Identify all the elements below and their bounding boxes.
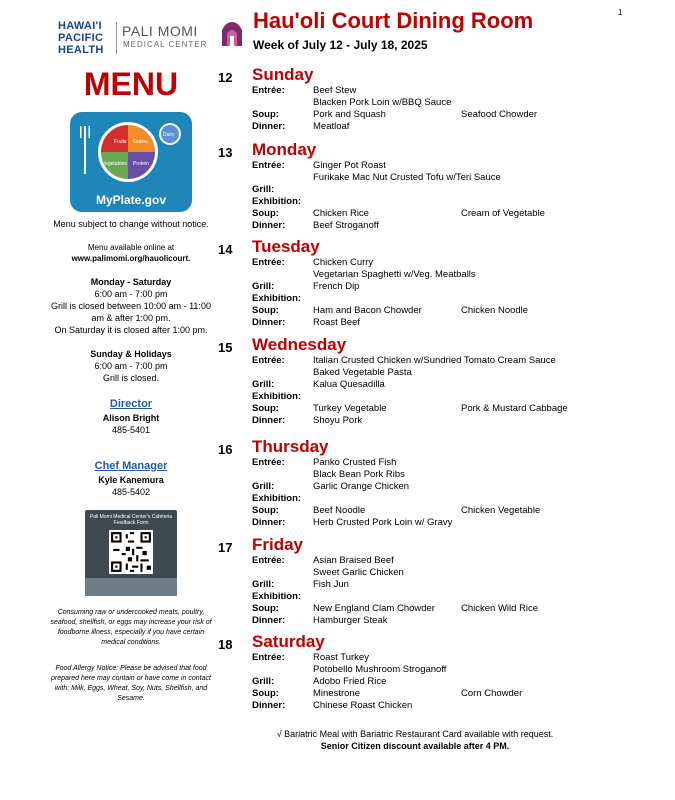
chef-role: Chef Manager <box>94 460 168 472</box>
menu-row-label: Dinner: <box>252 415 286 426</box>
menu-item: Roast Turkey <box>313 652 369 663</box>
menu-item: Roast Beef <box>313 317 360 328</box>
menu-row-label: Exhibition: <box>252 591 302 602</box>
menu-row <box>252 517 642 529</box>
menu-row-label: Grill: <box>252 281 275 292</box>
menu-row-label: Entrée: <box>252 257 285 268</box>
menu-item: Adobo Fried Rice <box>313 676 387 687</box>
day-menu-rows <box>252 160 642 232</box>
menu-row <box>252 317 642 329</box>
menu-row <box>252 172 642 184</box>
menu-row-label: Soup: <box>252 305 279 316</box>
menu-row <box>252 269 642 281</box>
menu-item: Turkey Vegetable <box>313 403 387 414</box>
menu-row-label: Exhibition: <box>252 391 302 402</box>
menu-row <box>252 493 642 505</box>
menu-row <box>252 160 642 172</box>
day-date-number: 13 <box>218 145 233 160</box>
day-menu-rows <box>252 355 642 427</box>
menu-row <box>252 567 642 579</box>
menu-item: Chicken Rice <box>313 208 369 219</box>
menu-row-label: Dinner: <box>252 317 286 328</box>
food-allergy-notice: Food Allergy Notice: Please be advised that food prepared here may contain or have come in contact with: Milk, Eggs, Wheat, Soy, Nuts, Shellfish, and Sesame. <box>51 665 211 702</box>
menu-item: Italian Crusted Chicken w/Sundried Tomato Cream Sauce <box>313 355 556 366</box>
menu-item: Asian Braised Beef <box>313 555 394 566</box>
day-date-number: 14 <box>218 242 233 257</box>
menu-item: Fish Jun <box>313 579 349 590</box>
day-menu-rows <box>252 457 642 529</box>
online-text: Menu available online at <box>87 243 175 252</box>
menu-row-label: Grill: <box>252 579 275 590</box>
menu-row <box>252 555 642 567</box>
menu-row <box>252 481 642 493</box>
myplate-grains-label: Grains <box>133 139 148 145</box>
menu-item-alt: Pork & Mustard Cabbage <box>461 403 568 414</box>
menu-row-label: Soup: <box>252 603 279 614</box>
menu-row-label: Grill: <box>252 184 275 195</box>
menu-heading: MENU <box>83 66 179 102</box>
menu-item: Beef Noodle <box>313 505 366 516</box>
menu-row-label: Grill: <box>252 676 275 687</box>
menu-row <box>252 208 642 220</box>
myplate-plate-icon <box>70 112 192 194</box>
menu-row <box>252 220 642 232</box>
day-name: Tuesday <box>252 237 320 256</box>
logo-divider <box>116 22 117 54</box>
menu-item: Sweet Garlic Chicken <box>313 567 404 578</box>
myplate-logo <box>70 112 192 212</box>
day-name: Sunday <box>252 65 314 84</box>
menu-row <box>252 196 642 208</box>
saturday-grill-note: On Saturday it is closed after 1:00 pm. <box>54 325 208 335</box>
menu-row-label: Entrée: <box>252 355 285 366</box>
menu-item: Beef Stroganoff <box>313 220 379 231</box>
myplate-fruits-label: Fruits <box>114 139 127 145</box>
menu-item-alt: Corn Chowder <box>461 688 523 699</box>
menu-row <box>252 97 642 109</box>
menu-row <box>252 469 642 481</box>
director-name: Alison Bright <box>102 413 160 423</box>
menu-item: Chicken Curry <box>313 257 374 268</box>
senior-discount-note: Senior Citizen discount available after 4 PM. <box>320 741 510 751</box>
menu-item-alt: Chicken Noodle <box>461 305 529 316</box>
page-title: Hau'oli Court Dining Room <box>253 8 534 33</box>
menu-row <box>252 652 642 664</box>
online-info <box>46 242 216 264</box>
weekend-heading: Sunday & Holidays <box>90 349 172 359</box>
hospital-logo <box>46 18 246 58</box>
bariatric-note: √ Bariatric Meal with Bariatric Restaurant Card available with request. <box>276 729 554 739</box>
logo-org-line2: PACIFIC <box>58 32 104 44</box>
menu-item: Panko Crusted Fish <box>313 457 397 468</box>
menu-item: Ginger Pot Roast <box>313 160 386 171</box>
menu-row-label: Dinner: <box>252 220 286 231</box>
day-date-number: 16 <box>218 442 233 457</box>
sidebar <box>46 60 216 704</box>
menu-row <box>252 85 642 97</box>
myplate-dairy-label: Dairy <box>163 132 175 138</box>
menu-item-alt: Cream of Vegetable <box>461 208 545 219</box>
day-date-number: 12 <box>218 70 233 85</box>
menu-row <box>252 184 642 196</box>
myplate-protein-label: Protein <box>133 161 149 167</box>
logo-org-name <box>58 20 104 56</box>
menu-row-label: Soup: <box>252 505 279 516</box>
menu-row-label: Dinner: <box>252 121 286 132</box>
menu-row <box>252 293 642 305</box>
day-menu-rows <box>252 652 642 712</box>
chef-phone: 485-5402 <box>111 487 151 497</box>
raw-food-warning: Consuming raw or undercooked meats, poultry, seafood, shellfish, or eggs may increase your risk of foodborne illness, especially if you have certain medical conditions. <box>50 609 212 646</box>
menu-item: Minestrone <box>313 688 360 699</box>
day-date-number: 17 <box>218 540 233 555</box>
myplate-vegetables-label: Vegetables <box>102 161 127 167</box>
menu-item: Black Bean Pork Ribs <box>313 469 405 480</box>
menu-row <box>252 457 642 469</box>
menu-row-label: Soup: <box>252 109 279 120</box>
menu-row <box>252 603 642 615</box>
qr-code-icon[interactable] <box>109 530 153 574</box>
menu-item: New England Clam Chowder <box>313 603 435 614</box>
menu-row <box>252 121 642 133</box>
menu-row-label: Exhibition: <box>252 493 302 504</box>
menu-row-label: Exhibition: <box>252 196 302 207</box>
weekend-grill-note: Grill is closed. <box>102 373 159 383</box>
menu-item-alt: Chicken Wild Rice <box>461 603 539 614</box>
online-url[interactable]: www.palimomi.org/hauolicourt. <box>71 254 191 263</box>
menu-row-label: Entrée: <box>252 457 285 468</box>
menu-row-label: Entrée: <box>252 652 285 663</box>
myplate-site: MyPlate.gov <box>95 193 167 207</box>
menu-item: Herb Crusted Pork Loin w/ Gravy <box>313 517 453 528</box>
menu-item: Pork and Squash <box>313 109 386 120</box>
menu-item-alt: Chicken Vegetable <box>461 505 541 516</box>
weekend-hours-block <box>46 348 216 384</box>
menu-item: Vegetarian Spaghetti w/Veg. Meatballs <box>313 269 476 280</box>
menu-row-label: Entrée: <box>252 85 285 96</box>
menu-row <box>252 591 642 603</box>
menu-row <box>252 257 642 269</box>
page-number: 1 <box>618 8 623 17</box>
menu-row <box>252 505 642 517</box>
menu-row <box>252 281 642 293</box>
weekday-heading: Monday - Saturday <box>90 277 172 287</box>
menu-item: Hamburger Steak <box>313 615 388 626</box>
menu-row <box>252 664 642 676</box>
feedback-qr-card <box>85 510 177 596</box>
menu-item: Beef Stew <box>313 85 357 96</box>
menu-row <box>252 379 642 391</box>
day-name: Saturday <box>252 632 325 651</box>
menu-row <box>252 700 642 712</box>
menu-row-label: Dinner: <box>252 700 286 711</box>
menu-row-label: Soup: <box>252 208 279 219</box>
menu-row-label: Grill: <box>252 481 275 492</box>
menu-row-label: Dinner: <box>252 517 286 528</box>
menu-row-label: Soup: <box>252 403 279 414</box>
menu-item-alt: Seafood Chowder <box>461 109 538 120</box>
menu-item: French Dip <box>313 281 360 292</box>
building-photo <box>85 578 177 596</box>
weekday-grill-note: Grill is closed between 10:00 am - 11:00 am & after 1:00 pm. <box>51 301 211 323</box>
logo-org-line3: HEALTH <box>58 44 104 56</box>
menu-row <box>252 688 642 700</box>
menu-item: Kalua Quesadilla <box>313 379 385 390</box>
menu-row <box>252 676 642 688</box>
menu-row <box>252 579 642 591</box>
day-name: Wednesday <box>252 335 347 354</box>
day-menu-rows <box>252 85 642 133</box>
weekday-hours: 6:00 am - 7:00 pm <box>94 289 168 299</box>
day-menu-rows <box>252 257 642 329</box>
chef-name: Kyle Kanemura <box>98 475 164 485</box>
menu-item: Furikake Mac Nut Crusted Tofu w/Teri Sauce <box>313 172 501 183</box>
day-name: Monday <box>252 140 317 159</box>
menu-item: Baked Vegetable Pasta <box>313 367 412 378</box>
day-date-number: 15 <box>218 340 233 355</box>
director-role: Director <box>109 398 153 410</box>
menu-row <box>252 355 642 367</box>
menu-row-label: Entrée: <box>252 160 285 171</box>
menu-row <box>252 109 642 121</box>
director-phone: 485-5401 <box>111 425 151 435</box>
logo-org-line1: HAWAI'I <box>58 20 102 32</box>
day-name: Thursday <box>252 437 329 456</box>
menu-row <box>252 305 642 317</box>
day-menu-rows <box>252 555 642 627</box>
menu-item: Meatloaf <box>313 121 350 132</box>
menu-item: Shoyu Pork <box>313 415 363 426</box>
weekend-hours: 6:00 am - 7:00 pm <box>94 361 168 371</box>
menu-row-label: Grill: <box>252 379 275 390</box>
menu-row <box>252 367 642 379</box>
menu-row <box>252 391 642 403</box>
day-name: Friday <box>252 535 304 554</box>
menu-item: Potobello Mushroom Stroganoff <box>313 664 447 675</box>
menu-row-label: Dinner: <box>252 615 286 626</box>
menu-row-label: Entrée: <box>252 555 285 566</box>
logo-mark-icon <box>220 20 244 48</box>
menu-row <box>252 615 642 627</box>
menu-row <box>252 415 642 427</box>
menu-item: Garlic Orange Chicken <box>313 481 410 492</box>
weekday-hours-block <box>46 276 216 336</box>
menu-row-label: Soup: <box>252 688 279 699</box>
logo-name-line2: MEDICAL CENTER <box>123 40 208 49</box>
menu-row <box>252 403 642 415</box>
menu-item: Ham and Bacon Chowder <box>313 305 422 316</box>
day-date-number: 18 <box>218 637 233 652</box>
menu-row-label: Exhibition: <box>252 293 302 304</box>
feedback-card-title: Pali Momi Medical Center's Cafeteria Feedback Form <box>89 514 173 526</box>
menu-item: Blacken Pork Loin w/BBQ Sauce <box>313 97 452 108</box>
logo-name-line1: PALI MOMI <box>122 23 198 39</box>
menu-item: Chinese Roast Chicken <box>313 700 413 711</box>
week-range: Week of July 12 - July 18, 2025 <box>253 38 428 52</box>
change-note: Menu subject to change without notice. <box>53 219 209 229</box>
